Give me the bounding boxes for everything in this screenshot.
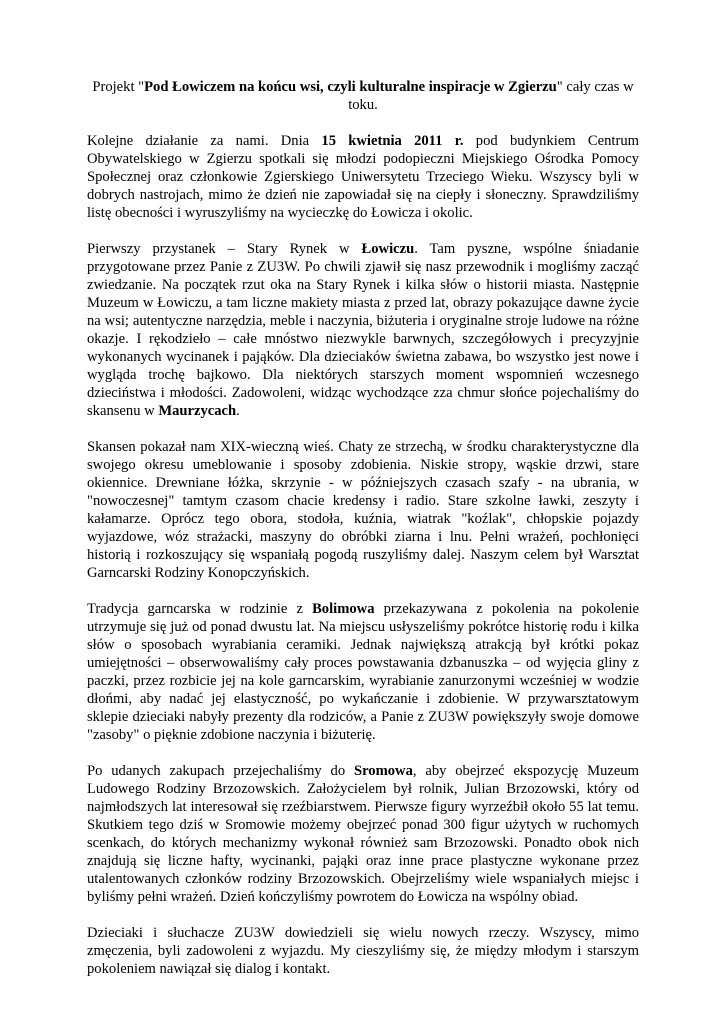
paragraph-6 bbox=[87, 924, 639, 978]
paragraph-text: przekazywana z pokolenia na pokolenie utrzymuje się już od ponad dwustu lat. Na miejscu usłyszeliśmy pokrótce historię rodu i kilka słów o sposobach wyrabiania ceramiki. Jednak największą atrakcją był krótki pokaz umiejętności – obserwowaliśmy cały proces powstawania dzbanuszka – od wyjęcia gliny z paczki, przez rozbicie jej na kole garncarskim, wyrabianie zanurzonymi wcześniej w wodzie dłońmi, aby nadać jej elastyczność, po wykańczanie i zdobienie. W przywarsztatowym sklepie dzieciaki nabyły prezenty dla rodziców, a Panie z ZU3W powiększyły swoje domowe "zasoby" o pięknie zdobione naczynia i biżuterię. bbox=[87, 601, 639, 743]
paragraph-text: . Tam pyszne, wspólne śniadanie przygotowane przez Panie z ZU3W. Po chwili zjawił się nasz przewodnik i mogliśmy zacząć zwiedzanie. Na początek rzut oka na Stary Rynek i kilka słów o historii miasta. Następnie Muzeum w Łowiczu, a tam liczne makiety miasta z przed lat, obrazy pokazujące dawne życie na wsi; autentyczne narzędzia, meble i naczynia, biżuteria i oryginalne stroje ludowe na różne okazje. I rękodzieło – całe mnóstwo niezwykle barwnych, szczegółowych i precyzyjnie wykonanych wycinanek i pająków. Dla dzieciaków świetna zabawa, bo wszystko jest nowe i wygląda trochę bajkowo. Dla niektórych starszych moment wspomnień wczesnego dzieciństwa i młodości. Zadowoleni, widząc wychodzące zza chmur słońce pojechaliśmy do skansenu w bbox=[87, 241, 639, 419]
title-suffix: " cały czas w toku. bbox=[348, 79, 634, 113]
paragraph-text: Pierwszy przystanek – Stary Rynek w bbox=[87, 241, 362, 257]
paragraph-text: Dzieciaki i słuchacze ZU3W dowiedzieli się wielu nowych rzeczy. Wszyscy, mimo zmęczenia, byli zadowoleni z wyjazdu. My cieszyliśmy się, że między młodym i starszym pokoleniem nawiązał się dialog i kontakt. bbox=[87, 925, 639, 977]
paragraph-text: Tradycja garncarska w rodzinie z bbox=[87, 601, 313, 617]
paragraph-4 bbox=[87, 600, 639, 744]
page-title bbox=[87, 78, 639, 114]
paragraph-text: pod budynkiem Centrum Obywatelskiego w Zgierzu spotkali się młodzi podopieczni Miejskiego Ośrodka Pomocy Społecznej oraz członkowie Zgierskiego Uniwersytetu Trzeciego Wieku. Wszyscy byli w dobrych nastrojach, mimo że dzień nie zapowiadał się na ciepły i słoneczny. Sprawdziliśmy listę obecności i wyruszyliśmy na wycieczkę do Łowicza i okolic. bbox=[87, 133, 639, 221]
place-name: Łowiczu bbox=[361, 241, 415, 257]
paragraph-text: Kolejne działanie za nami. Dnia bbox=[87, 133, 322, 149]
paragraph-1 bbox=[87, 132, 639, 222]
title-bold: Pod Łowiczem na końcu wsi, czyli kulturalne inspiracje w Zgierzu bbox=[144, 79, 557, 95]
place-name: Sromowa bbox=[353, 763, 413, 779]
paragraph-text: . bbox=[236, 403, 240, 419]
place-name: Bolimowa bbox=[312, 601, 375, 617]
paragraph-text: Po udanych zakupach przejechaliśmy do bbox=[87, 763, 354, 779]
place-name: Maurzycach bbox=[158, 403, 237, 419]
paragraph-date: 15 kwietnia 2011 r. bbox=[321, 133, 464, 149]
title-prefix: Projekt " bbox=[92, 79, 145, 95]
paragraph-3 bbox=[87, 438, 639, 582]
paragraph-text: , aby obejrzeć ekspozycję Muzeum Ludowego Rodziny Brzozowskich. Założycielem był rolnik, Julian Brzozowski, który od najmłodszych lat interesował się rzeźbiarstwem. Pierwsze figury wyrzeźbił około 55 lat temu. Skutkiem tego dziś w Sromowie możemy obejrzeć ponad 300 figur użytych w ruchomych scenkach, do których mechanizmy wykonał również sam Brzozowski. Ponadto obok nich znajdują się liczne hafty, wycinanki, pająki oraz inne prace plastyczne wykonane przez utalentowanych członków rodziny Brzozowskich. Obejrzeliśmy wiele wspaniałych miejsc i byliśmy pełni wrażeń. Dzień kończyliśmy powrotem do Łowicza na wspólny obiad. bbox=[87, 763, 639, 905]
paragraph-text: Skansen pokazał nam XIX-wieczną wieś. Chaty ze strzechą, w środku charakterystyczne dla swojego okresu umeblowanie i sposoby zdobienia. Niskie stropy, wąskie drzwi, stare okiennice. Drewniane łóżka, skrzynie - w późniejszych czasach szafy - na ubrania, w "nowoczesnej" tamtym czasom chacie kredensy i radio. Stare szkolne ławki, zeszyty i kałamarze. Oprócz tego obora, stodoła, kuźnia, wiatrak "koźlak", chłopskie pojazdy wyjazdowe, wóz strażacki, maszyny do obróbki ziarna i lnu. Pełni wrażeń, pochłonięci historią i rozkoszujący się wspaniałą pogodą ruszyliśmy dalej. Naszym celem był Warsztat Garncarski Rodziny Konopczyńskich. bbox=[87, 439, 639, 581]
paragraph-2 bbox=[87, 240, 639, 420]
paragraph-5 bbox=[87, 762, 639, 906]
